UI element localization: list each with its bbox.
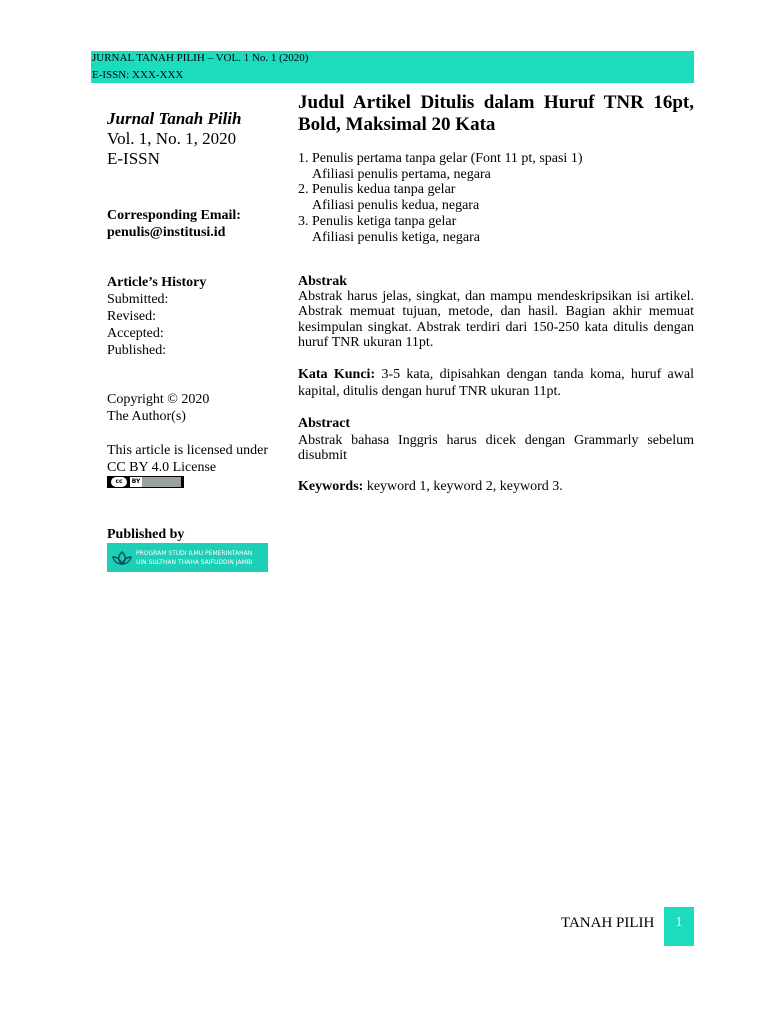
corresponding-email[interactable]: penulis@institusi.id: [107, 225, 226, 240]
page-number: 1: [664, 907, 694, 946]
copyright-author: The Author(s): [107, 409, 186, 424]
abstract-text: Abstrak bahasa Inggris harus dicek dengan Grammarly sebelum disubmit: [298, 433, 694, 464]
copyright-line: Copyright © 2020: [107, 392, 210, 407]
article-title: Judul Artikel Ditulis dalam Huruf TNR 16pt, Bold, Maksimal 20 Kata: [298, 92, 694, 135]
author-affiliation: Afiliasi penulis kedua, negara: [312, 198, 480, 214]
cc-by-license-icon[interactable]: [107, 476, 184, 488]
article-history-title: Article’s History: [107, 275, 207, 290]
history-submitted: Submitted:: [107, 292, 169, 307]
publisher-logo: [107, 543, 268, 572]
copyright-block: [107, 391, 268, 425]
kata-kunci-label: Kata Kunci:: [298, 367, 376, 382]
published-by-label: Published by: [107, 527, 185, 542]
author-affiliation: Afiliasi penulis pertama, negara: [312, 166, 491, 182]
keywords-label: Keywords:: [298, 479, 364, 494]
footer-journal-name: TANAH PILIH: [561, 915, 655, 931]
history-revised: Revised:: [107, 309, 156, 324]
author-affiliation: Afiliasi penulis ketiga, negara: [312, 229, 480, 245]
author-name: 3. Penulis ketiga tanpa gelar: [298, 213, 457, 229]
article-history: [107, 274, 268, 359]
keywords: [298, 478, 694, 495]
corresponding-email-label: Corresponding Email:: [107, 208, 241, 223]
publisher-line-2: UIN SULTHAN THAHA SAIFUDDIN JAMBI: [136, 558, 253, 566]
history-accepted: Accepted:: [107, 326, 164, 341]
abstract-heading: Abstract: [298, 416, 351, 431]
license-text: This article is licensed under CC BY 4.0 License: [107, 443, 268, 475]
volume-info: Vol. 1, No. 1, 2020: [107, 129, 237, 148]
publisher-line-1: PROGRAM STUDI ILMU PEMERINTAHAN: [136, 549, 253, 557]
history-published: Published:: [107, 343, 167, 358]
kata-kunci-text: 3-5 kata, dipisahkan dengan tanda koma, huruf awal kapital, ditulis dengan huruf TNR ukuran 11pt.: [298, 367, 694, 399]
abstrak-heading: Abstrak: [298, 274, 348, 289]
abstrak-text: Abstrak harus jelas, singkat, dan mampu mendeskripsikan isi artikel. Abstrak memuat tujuan, metode, dan hasil. Bagian akhir memuat kesimpulan singkat. Abstrak terdiri dari 150-250 kata ditulis dengan huruf TNR ukuran 11pt.: [298, 289, 694, 350]
cc-icon: cc: [111, 477, 127, 487]
header-journal-line: JURNAL TANAH PILIH – VOL. 1 No. 1 (2020): [92, 52, 309, 64]
by-icon: BY: [131, 478, 141, 485]
keywords-text: keyword 1, keyword 2, keyword 3.: [363, 479, 563, 494]
journal-name: Jurnal Tanah Pilih: [107, 109, 242, 128]
header-eissn-line: E-ISSN: XXX-XXX: [92, 69, 184, 81]
eissn-label: E-ISSN: [107, 149, 160, 168]
flower-logo-icon: [112, 549, 132, 567]
author-name: 2. Penulis kedua tanpa gelar: [298, 182, 456, 198]
author-list: [298, 151, 694, 245]
kata-kunci: [298, 366, 694, 400]
author-name: 1. Penulis pertama tanpa gelar (Font 11 pt, spasi 1): [298, 151, 583, 166]
